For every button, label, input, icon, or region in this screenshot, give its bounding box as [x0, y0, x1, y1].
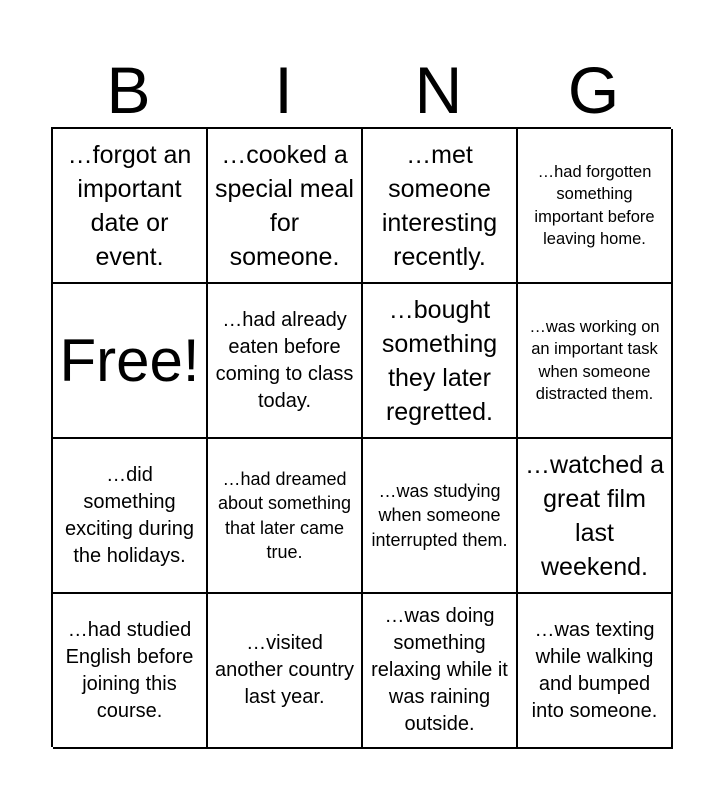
- bingo-cell-r2-c3: [363, 284, 518, 439]
- bingo-cell-text: …had studied English before joining this course.: [65, 618, 194, 722]
- bingo-cell-text: …forgot an important date or event.: [67, 140, 192, 271]
- bingo-cell-r4-c3: [363, 594, 518, 749]
- bingo-grid: [51, 127, 671, 747]
- bingo-cell-text: …was doing something relaxing while it was raining outside.: [371, 605, 508, 735]
- bingo-cell-r3-c4: [518, 439, 673, 594]
- bingo-cell-free: [53, 284, 208, 439]
- bingo-cell-r2-c4: [518, 284, 673, 439]
- bingo-cell-r3-c2: [208, 439, 363, 594]
- bingo-cell-r2-c2: [208, 284, 363, 439]
- bingo-cell-text: …met someone interesting recently.: [381, 140, 498, 271]
- header-letter-i: I: [274, 53, 293, 127]
- bingo-cell-r4-c1: [53, 594, 208, 749]
- bingo-cell-r1-c3: [363, 129, 518, 284]
- bingo-cell-r4-c4: [518, 594, 673, 749]
- bingo-cell-text: …did something exciting during the holidays.: [65, 463, 194, 567]
- free-space-label: Free!: [59, 326, 200, 394]
- header-letter-b: B: [106, 53, 151, 127]
- bingo-cell-r3-c3: [363, 439, 518, 594]
- header-letter-g: G: [567, 53, 620, 127]
- bingo-cell-text: …visited another country last year.: [215, 632, 354, 708]
- bingo-cell-text: …bought something they later regretted.: [381, 295, 498, 426]
- bingo-cell-r4-c2: [208, 594, 363, 749]
- bingo-cell-text: …was texting while walking and bumped into someone.: [531, 618, 658, 722]
- bingo-cell-text: …was studying when someone interrupted them.: [371, 480, 508, 550]
- bingo-cell-text: …cooked a special meal for someone.: [215, 140, 354, 271]
- bingo-cell-r3-c1: [53, 439, 208, 594]
- bingo-cell-r1-c2: [208, 129, 363, 284]
- bingo-cell-text: …had dreamed about something that later came true.: [217, 468, 352, 562]
- bingo-cell-r1-c1: [53, 129, 208, 284]
- bingo-cell-text: …had forgotten something important before leaving home.: [534, 162, 655, 248]
- bingo-header: [51, 52, 671, 128]
- bingo-cell-r1-c4: [518, 129, 673, 284]
- bingo-cell-text: …watched a great film last weekend.: [525, 450, 664, 581]
- bingo-cell-text: …was working on an important task when someone distracted them.: [529, 317, 660, 403]
- header-letter-n: N: [414, 53, 463, 127]
- bingo-cell-text: …had already eaten before coming to class today.: [215, 308, 354, 412]
